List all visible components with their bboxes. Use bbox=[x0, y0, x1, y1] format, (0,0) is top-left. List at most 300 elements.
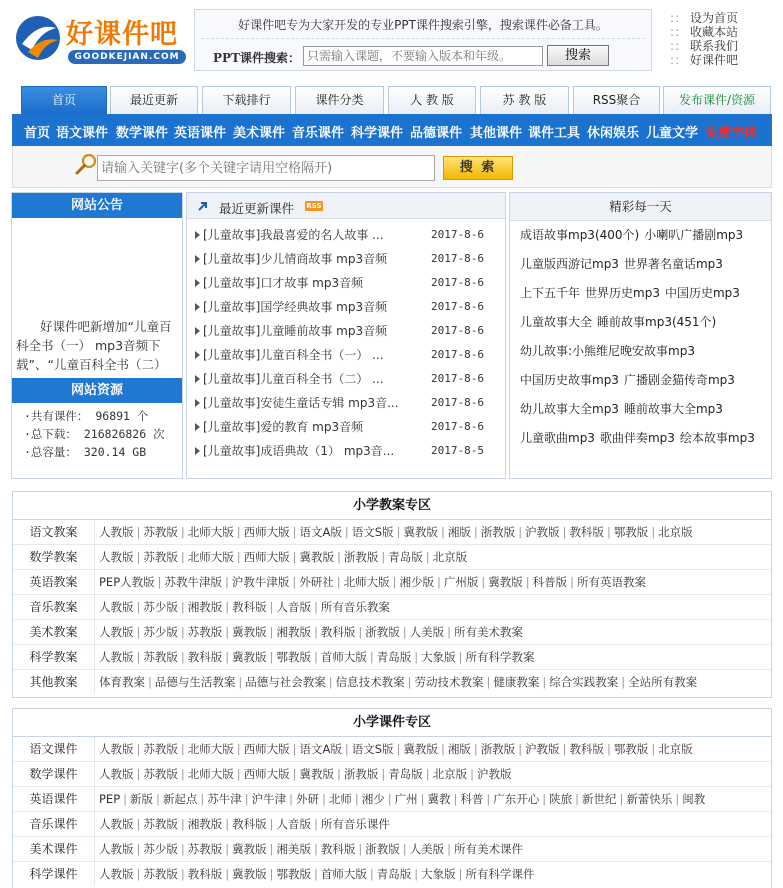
zone-link[interactable]: 人教版 bbox=[99, 600, 134, 614]
link-separator: | bbox=[458, 867, 463, 881]
zone-link[interactable]: 浙教版 bbox=[365, 625, 400, 639]
zone-link[interactable]: 教科版 bbox=[320, 842, 356, 856]
zone-link[interactable]: 苏教版 bbox=[143, 817, 178, 831]
recent-item-date: 2017-8-6 bbox=[431, 300, 484, 313]
zone-link[interactable]: 青岛版 bbox=[376, 867, 412, 881]
link-separator: | bbox=[486, 792, 491, 806]
announcement-text[interactable]: 好课件吧新增加“儿童百科全书（一） mp3音频下载”、“儿童百科全书（二） bbox=[16, 319, 172, 372]
link-separator: | bbox=[518, 525, 523, 539]
link-separator: | bbox=[619, 792, 624, 806]
zone-link[interactable]: 苏教版 bbox=[143, 742, 178, 756]
zone-link[interactable]: 北师大版 bbox=[187, 550, 234, 564]
zone-link[interactable]: 北师大版 bbox=[187, 742, 234, 756]
daily-link[interactable]: 睡前故事mp3(451个) bbox=[597, 315, 717, 329]
bullet-triangle-icon bbox=[195, 351, 200, 359]
zone-row-links bbox=[99, 737, 693, 761]
link-separator: | bbox=[269, 650, 274, 664]
tab-rss[interactable]: RSS聚合 bbox=[573, 86, 660, 114]
link-separator: | bbox=[269, 842, 274, 856]
category-free-fonts[interactable]: 免费字体 bbox=[705, 126, 758, 141]
zone-link[interactable]: 北师大版 bbox=[343, 575, 390, 589]
zone-link[interactable]: 西师大版 bbox=[243, 525, 290, 539]
zone-row bbox=[13, 862, 771, 887]
category-moral[interactable]: 品德课件 bbox=[410, 126, 463, 141]
category-music[interactable]: 音乐课件 bbox=[292, 126, 345, 141]
arrow-up-right-icon bbox=[197, 200, 209, 212]
zone-link[interactable]: 人教版 bbox=[99, 650, 134, 664]
ppt-search-input[interactable] bbox=[303, 46, 543, 66]
zone-link[interactable]: 湘版 bbox=[447, 742, 471, 756]
recent-item-title[interactable]: [儿童故事]儿童百科全书（一） ... bbox=[203, 348, 384, 362]
link-separator: | bbox=[236, 550, 241, 564]
recent-item[interactable] bbox=[195, 439, 505, 463]
zone-link[interactable]: 鄂教版 bbox=[613, 525, 649, 539]
zone-link[interactable]: 所有英语教案 bbox=[577, 575, 647, 589]
link-separator: | bbox=[314, 842, 318, 856]
recent-item[interactable] bbox=[195, 223, 505, 247]
link-separator: | bbox=[180, 600, 185, 614]
zone-link[interactable]: 闽教 bbox=[682, 792, 706, 806]
zone-row-label[interactable]: 音乐课件 bbox=[13, 812, 95, 836]
recent-item[interactable] bbox=[195, 295, 505, 319]
daily-link[interactable]: 睡前故事大全mp3 bbox=[623, 402, 723, 416]
zone-link[interactable]: 苏教牛津版 bbox=[164, 575, 223, 589]
zone-link[interactable]: 苏教版 bbox=[187, 625, 223, 639]
daily-row bbox=[510, 279, 771, 308]
zone-link[interactable]: 健康教案 bbox=[493, 675, 540, 689]
zone-link[interactable]: 人教版 bbox=[99, 842, 134, 856]
category-leisure[interactable]: 休闲娱乐 bbox=[587, 126, 640, 141]
zone-link[interactable]: PEP人教版 bbox=[99, 575, 155, 589]
zone-link[interactable]: 青岛版 bbox=[388, 767, 423, 781]
link-separator: | bbox=[225, 842, 230, 856]
zone-row bbox=[13, 837, 771, 862]
zone-row-label[interactable]: 科学教案 bbox=[13, 645, 95, 669]
divider bbox=[201, 38, 645, 39]
zone-link[interactable]: 外研 bbox=[296, 792, 320, 806]
zone-link[interactable]: PEP bbox=[99, 792, 121, 806]
link-separator: | bbox=[292, 525, 297, 539]
link-separator: | bbox=[621, 675, 626, 689]
link-separator: | bbox=[314, 867, 318, 881]
recent-item-title[interactable]: [儿童故事]爱的教育 mp3音频 bbox=[203, 420, 364, 434]
daily-link[interactable]: 歌曲伴奏mp3 bbox=[599, 431, 675, 445]
recent-item-title[interactable]: [儿童故事]成语典故（1） mp3音... bbox=[203, 444, 395, 458]
zone-link[interactable]: 新起点 bbox=[162, 792, 198, 806]
zone-link[interactable]: 所有美术教案 bbox=[454, 625, 523, 639]
link-separator: | bbox=[381, 550, 386, 564]
zone-link[interactable]: 人教版 bbox=[99, 525, 134, 539]
zone-link[interactable]: 首师大版 bbox=[320, 867, 367, 881]
recent-item[interactable] bbox=[195, 391, 505, 415]
zone-link[interactable]: 冀教版 bbox=[232, 650, 267, 664]
link-separator: | bbox=[238, 675, 243, 689]
zone-link[interactable]: 人教版 bbox=[99, 742, 134, 756]
link-separator: | bbox=[136, 767, 141, 781]
link-separator: | bbox=[402, 842, 407, 856]
link-separator: | bbox=[651, 742, 656, 756]
zone-link[interactable]: 冀教版 bbox=[232, 625, 267, 639]
zone-link[interactable]: 品德与社会教案 bbox=[245, 675, 326, 689]
recent-updates-list bbox=[187, 219, 505, 463]
link-separator: | bbox=[470, 767, 474, 781]
zone-row-label[interactable]: 美术课件 bbox=[13, 837, 95, 861]
bullet-triangle-icon bbox=[195, 447, 200, 455]
zone-link[interactable]: 冀教版 bbox=[232, 867, 267, 881]
zone-link[interactable]: 冀教版 bbox=[403, 525, 438, 539]
zone-link[interactable]: 全站所有教案 bbox=[628, 675, 698, 689]
zone-row-links bbox=[99, 570, 646, 594]
rss-badge[interactable]: RSS bbox=[306, 202, 322, 210]
zone-row-label[interactable]: 美术教案 bbox=[13, 620, 95, 644]
zone-link[interactable]: 沪教牛津版 bbox=[231, 575, 290, 589]
zone-link[interactable]: 教科版 bbox=[569, 525, 604, 539]
tab-sujiao[interactable]: 苏 教 版 bbox=[480, 86, 569, 114]
recent-updates-title[interactable]: 最近更新课件 bbox=[219, 201, 295, 216]
link-separator: | bbox=[402, 625, 407, 639]
link-separator: | bbox=[269, 817, 274, 831]
link-separator: | bbox=[453, 792, 458, 806]
zone-link[interactable]: 大象版 bbox=[421, 650, 456, 664]
link-separator: | bbox=[269, 867, 274, 881]
left-column bbox=[11, 192, 183, 479]
zone-title: 小学教案专区 bbox=[13, 492, 771, 520]
quick-link-site[interactable]: :: 好课件吧 bbox=[670, 53, 739, 67]
zone-link[interactable]: 湘美版 bbox=[276, 842, 311, 856]
zone-row-links bbox=[99, 812, 390, 836]
zone-link[interactable]: 陕旅 bbox=[549, 792, 573, 806]
link-separator: | bbox=[225, 625, 230, 639]
zone-link[interactable]: 人音版 bbox=[276, 600, 311, 614]
link-separator: | bbox=[123, 792, 128, 806]
zone-row bbox=[13, 620, 771, 645]
zone-link[interactable]: 冀教版 bbox=[299, 767, 334, 781]
tab-recent[interactable]: 最近更新 bbox=[110, 86, 198, 114]
zone-row bbox=[13, 670, 771, 695]
link-separator: | bbox=[525, 575, 530, 589]
recent-item[interactable] bbox=[195, 319, 505, 343]
zone-link[interactable]: 苏少版 bbox=[143, 842, 178, 856]
link-separator: | bbox=[414, 867, 419, 881]
zone-link[interactable]: 人音版 bbox=[276, 817, 311, 831]
zone-link[interactable]: 人教版 bbox=[99, 550, 134, 564]
quick-link-contact[interactable]: :: 联系我们 bbox=[670, 39, 739, 53]
zone-link[interactable]: 人教版 bbox=[99, 625, 134, 639]
zone-link[interactable]: 湘教版 bbox=[187, 600, 223, 614]
zone-link[interactable]: 湘教版 bbox=[276, 625, 311, 639]
category-home[interactable]: 首页 bbox=[24, 126, 51, 141]
announcement-box bbox=[12, 218, 182, 378]
quick-link-bookmark[interactable]: :: 收藏本站 bbox=[670, 25, 739, 39]
stat-total-courseware: ·共有课件： 96891 个 bbox=[24, 409, 149, 423]
zone-link[interactable]: 教科版 bbox=[569, 742, 604, 756]
zone-row bbox=[13, 812, 771, 837]
recent-item-date: 2017-8-6 bbox=[431, 252, 484, 265]
daily-row bbox=[510, 250, 771, 279]
recent-item-title[interactable]: [儿童故事]我最喜爱的名人故事 ... bbox=[203, 228, 384, 242]
zone-row-label[interactable]: 英语教案 bbox=[13, 570, 95, 594]
daily-link[interactable]: 小喇叭广播剧mp3 bbox=[644, 228, 744, 242]
zone-link[interactable]: 冀教 bbox=[427, 792, 451, 806]
zone-row-links bbox=[99, 670, 697, 694]
zone-link[interactable]: 冀教版 bbox=[488, 575, 523, 589]
zone-link[interactable]: 浙教版 bbox=[343, 767, 379, 781]
zone-link[interactable]: 冀教版 bbox=[403, 742, 438, 756]
quick-link-homepage[interactable]: :: 设为首页 bbox=[670, 11, 739, 25]
link-separator: | bbox=[425, 550, 430, 564]
daily-highlights-list bbox=[510, 221, 771, 453]
zone-row-label[interactable]: 数学课件 bbox=[13, 762, 95, 786]
zone-link[interactable]: 教科版 bbox=[187, 650, 223, 664]
zone-link[interactable]: 浙教版 bbox=[480, 525, 516, 539]
category-other[interactable]: 其他课件 bbox=[470, 126, 523, 141]
zone-link[interactable]: 苏教版 bbox=[143, 525, 178, 539]
zone-link[interactable]: 人教版 bbox=[99, 867, 134, 881]
recent-item[interactable] bbox=[195, 367, 505, 391]
zone-link[interactable]: 语文S版 bbox=[351, 525, 394, 539]
zone-row-label[interactable]: 语文教案 bbox=[13, 520, 95, 544]
zone-link[interactable]: 北师 bbox=[328, 792, 352, 806]
tab-publish[interactable]: 发布课件/资源 bbox=[663, 86, 771, 114]
link-separator: | bbox=[136, 817, 141, 831]
zone-row bbox=[13, 737, 771, 762]
keyword-search-button[interactable]: 搜 索 bbox=[443, 156, 513, 180]
zone-row-label[interactable]: 音乐教案 bbox=[13, 595, 95, 619]
category-children-lit[interactable]: 儿童文学 bbox=[646, 126, 699, 141]
link-separator: | bbox=[392, 575, 397, 589]
zone-link[interactable]: 所有音乐课件 bbox=[320, 817, 390, 831]
primary-lesson-plans-zone bbox=[12, 491, 772, 698]
tab-categories[interactable]: 课件分类 bbox=[295, 86, 384, 114]
zone-link[interactable]: 科普版 bbox=[532, 575, 568, 589]
recent-item[interactable] bbox=[195, 415, 505, 439]
recent-item-date: 2017-8-5 bbox=[431, 444, 484, 457]
link-separator: | bbox=[180, 550, 185, 564]
link-separator: | bbox=[322, 792, 326, 806]
zone-link[interactable]: 北京版 bbox=[658, 525, 693, 539]
recent-item-date: 2017-8-6 bbox=[431, 228, 484, 241]
zone-link[interactable]: 所有美术课件 bbox=[454, 842, 523, 856]
link-separator: | bbox=[407, 675, 412, 689]
zone-link[interactable]: 教科版 bbox=[320, 625, 356, 639]
zone-link[interactable]: 苏少版 bbox=[143, 625, 178, 639]
tab-home[interactable]: 首页 bbox=[21, 86, 107, 114]
link-separator: | bbox=[136, 625, 141, 639]
zone-link[interactable]: 首师大版 bbox=[320, 650, 367, 664]
daily-link[interactable]: 幼儿故事:小熊维尼晚安故事mp3 bbox=[520, 344, 695, 358]
zone-link[interactable]: 鄂教版 bbox=[276, 867, 311, 881]
daily-link[interactable]: 上下五千年 bbox=[520, 286, 581, 300]
zone-link[interactable]: 广州 bbox=[394, 792, 418, 806]
zone-link[interactable]: 湘少 bbox=[361, 792, 385, 806]
link-separator: | bbox=[156, 792, 160, 806]
zone-link[interactable]: 新版 bbox=[130, 792, 154, 806]
recent-item-date: 2017-8-6 bbox=[431, 420, 484, 433]
category-tools[interactable]: 课件工具 bbox=[528, 126, 581, 141]
daily-link[interactable]: 绘本故事mp3 bbox=[679, 431, 755, 445]
link-separator: | bbox=[292, 742, 297, 756]
daily-link[interactable]: 成语故事mp3(400个) bbox=[520, 228, 640, 242]
zone-row-links bbox=[99, 762, 512, 786]
daily-link[interactable]: 中国历史故事mp3 bbox=[520, 373, 619, 387]
zone-link[interactable]: 沪教版 bbox=[525, 525, 560, 539]
zone-link[interactable]: 青岛版 bbox=[388, 550, 423, 564]
zone-link[interactable]: 冀教版 bbox=[232, 842, 267, 856]
zone-link[interactable]: 西师大版 bbox=[243, 767, 290, 781]
tab-downloads-rank[interactable]: 下载排行 bbox=[202, 86, 291, 114]
zone-link[interactable]: 湘版 bbox=[447, 525, 471, 539]
site-logo[interactable] bbox=[14, 12, 190, 68]
category-art[interactable]: 美术课件 bbox=[233, 126, 286, 141]
recent-item[interactable] bbox=[195, 343, 505, 367]
link-separator: | bbox=[518, 742, 523, 756]
zone-link[interactable]: 科普 bbox=[460, 792, 484, 806]
recent-item-title[interactable]: [儿童故事]少儿情商故事 mp3音频 bbox=[203, 252, 388, 266]
daily-link[interactable]: 广播剧金猫传奇mp3 bbox=[623, 373, 735, 387]
zone-link[interactable]: 冀教版 bbox=[299, 550, 334, 564]
zone-link[interactable]: 北师大版 bbox=[187, 525, 234, 539]
zone-link[interactable]: 新蕾快乐 bbox=[626, 792, 673, 806]
daily-link[interactable]: 儿童版西游记mp3 bbox=[520, 257, 619, 271]
zone-link[interactable]: 广州版 bbox=[443, 575, 479, 589]
link-separator: | bbox=[148, 675, 152, 689]
zone-link[interactable]: 北京版 bbox=[658, 742, 693, 756]
zone-link[interactable]: 苏少版 bbox=[143, 600, 178, 614]
link-separator: | bbox=[236, 525, 241, 539]
zone-row-links bbox=[99, 520, 693, 544]
link-separator: | bbox=[473, 742, 478, 756]
zone-link[interactable]: 人美版 bbox=[409, 625, 445, 639]
zone-link[interactable]: 湘教版 bbox=[187, 817, 223, 831]
zone-row-label[interactable]: 英语课件 bbox=[13, 787, 95, 811]
link-separator: | bbox=[292, 575, 297, 589]
zone-link[interactable]: 沪教版 bbox=[525, 742, 560, 756]
zone-row-label[interactable]: 其他教案 bbox=[13, 670, 95, 694]
zone-link[interactable]: 所有科学课件 bbox=[465, 867, 535, 881]
zone-link[interactable]: 鄂教版 bbox=[276, 650, 311, 664]
zone-link[interactable]: 西师大版 bbox=[243, 742, 290, 756]
zone-link[interactable]: 青岛版 bbox=[376, 650, 412, 664]
zone-link[interactable]: 苏教版 bbox=[143, 867, 178, 881]
zone-link[interactable]: 综合实践教案 bbox=[549, 675, 619, 689]
zone-link[interactable]: 苏牛津 bbox=[207, 792, 242, 806]
zone-link[interactable]: 大象版 bbox=[421, 867, 456, 881]
zone-row-label[interactable]: 科学课件 bbox=[13, 862, 95, 886]
recent-item-date: 2017-8-6 bbox=[431, 372, 484, 385]
daily-link[interactable]: 世界历史mp3 bbox=[585, 286, 660, 300]
zone-link[interactable]: 西师大版 bbox=[243, 550, 290, 564]
daily-link[interactable]: 幼儿故事大全mp3 bbox=[520, 402, 619, 416]
link-separator: | bbox=[136, 550, 141, 564]
recent-item-title[interactable]: [儿童故事]口才故事 mp3音频 bbox=[203, 276, 364, 290]
zone-row bbox=[13, 787, 771, 812]
link-separator: | bbox=[358, 842, 363, 856]
link-separator: | bbox=[225, 575, 229, 589]
zone-link[interactable]: 苏教版 bbox=[143, 767, 178, 781]
zone-row-label[interactable]: 数学教案 bbox=[13, 545, 95, 569]
zone-link[interactable]: 品德与生活教案 bbox=[154, 675, 236, 689]
zone-link[interactable]: 外研社 bbox=[299, 575, 334, 589]
zone-link[interactable]: 浙教版 bbox=[480, 742, 516, 756]
zone-link[interactable]: 新世纪 bbox=[582, 792, 617, 806]
zone-link[interactable]: 湘少版 bbox=[399, 575, 435, 589]
zone-row-links bbox=[99, 595, 390, 619]
daily-link[interactable]: 儿童歌曲mp3 bbox=[520, 431, 595, 445]
daily-link[interactable]: 世界著名童话mp3 bbox=[623, 257, 723, 271]
zone-row bbox=[13, 570, 771, 595]
zone-link[interactable]: 沪教版 bbox=[477, 767, 512, 781]
bullet-triangle-icon bbox=[195, 327, 200, 335]
zone-link[interactable]: 人教版 bbox=[99, 817, 134, 831]
link-separator: | bbox=[136, 525, 141, 539]
zone-link[interactable]: 语文S版 bbox=[351, 742, 394, 756]
link-separator: | bbox=[440, 742, 445, 756]
link-separator: | bbox=[542, 675, 547, 689]
zone-link[interactable]: 浙教版 bbox=[365, 842, 400, 856]
recent-item-title[interactable]: [儿童故事]国学经典故事 mp3音频 bbox=[203, 300, 388, 314]
zone-link[interactable]: 信息技术教案 bbox=[335, 675, 405, 689]
zone-link[interactable]: 北师大版 bbox=[187, 767, 234, 781]
zone-row-label[interactable]: 语文课件 bbox=[13, 737, 95, 761]
link-separator: | bbox=[447, 842, 451, 856]
zone-link[interactable]: 广东开心 bbox=[493, 792, 540, 806]
zone-link[interactable]: 浙教版 bbox=[343, 550, 379, 564]
link-separator: | bbox=[136, 742, 141, 756]
zone-link[interactable]: 教科版 bbox=[187, 867, 223, 881]
zone-link[interactable]: 人教版 bbox=[99, 767, 134, 781]
zone-link[interactable]: 所有科学教案 bbox=[465, 650, 535, 664]
link-separator: | bbox=[136, 600, 141, 614]
link-separator: | bbox=[180, 650, 185, 664]
zone-link[interactable]: 北京版 bbox=[432, 767, 468, 781]
category-chinese[interactable]: 语文课件 bbox=[56, 126, 109, 141]
zone-link[interactable]: 沪牛津 bbox=[251, 792, 287, 806]
zone-link[interactable]: 语文A版 bbox=[299, 742, 342, 756]
recent-item-title[interactable]: [儿童故事]儿童睡前故事 mp3音频 bbox=[203, 324, 388, 338]
category-math[interactable]: 数学课件 bbox=[116, 126, 169, 141]
zone-link[interactable]: 劳动技术教案 bbox=[414, 675, 484, 689]
recent-item[interactable] bbox=[195, 271, 505, 295]
stat-total-size: ·总容量： 320.14 GB bbox=[24, 445, 147, 459]
daily-link[interactable]: 中国历史mp3 bbox=[664, 286, 740, 300]
category-science[interactable]: 科学课件 bbox=[351, 126, 404, 141]
zone-link[interactable]: 苏教版 bbox=[187, 842, 223, 856]
recent-item-title[interactable]: [儿童故事]安徒生童话专辑 mp3音... bbox=[203, 396, 399, 410]
zone-link[interactable]: 苏教版 bbox=[143, 550, 178, 564]
recent-item[interactable] bbox=[195, 247, 505, 271]
zone-link[interactable]: 人美版 bbox=[409, 842, 445, 856]
resources-title: 网站资源 bbox=[12, 378, 182, 403]
keyword-search-input[interactable] bbox=[97, 155, 435, 181]
zone-link[interactable]: 体育教案 bbox=[99, 675, 145, 689]
zone-link[interactable]: 苏教版 bbox=[143, 650, 178, 664]
category-english[interactable]: 英语课件 bbox=[174, 126, 227, 141]
zone-row-links bbox=[99, 837, 523, 861]
tab-renjiao[interactable]: 人 教 版 bbox=[388, 86, 476, 114]
announcement-title: 网站公告 bbox=[12, 193, 182, 218]
zone-link[interactable]: 语文A版 bbox=[299, 525, 342, 539]
zone-link[interactable]: 鄂教版 bbox=[613, 742, 649, 756]
link-separator: | bbox=[570, 575, 575, 589]
ppt-search-button[interactable]: 搜索 bbox=[547, 45, 609, 66]
link-separator: | bbox=[473, 525, 478, 539]
zone-link[interactable]: 教科版 bbox=[232, 817, 267, 831]
zone-link[interactable]: 教科版 bbox=[232, 600, 267, 614]
zone-link[interactable]: 北京版 bbox=[432, 550, 468, 564]
recent-item-title[interactable]: [儿童故事]儿童百科全书（二） ... bbox=[203, 372, 384, 386]
zone-link[interactable]: 所有音乐教案 bbox=[320, 600, 390, 614]
daily-link[interactable]: 儿童故事大全 bbox=[520, 315, 593, 329]
